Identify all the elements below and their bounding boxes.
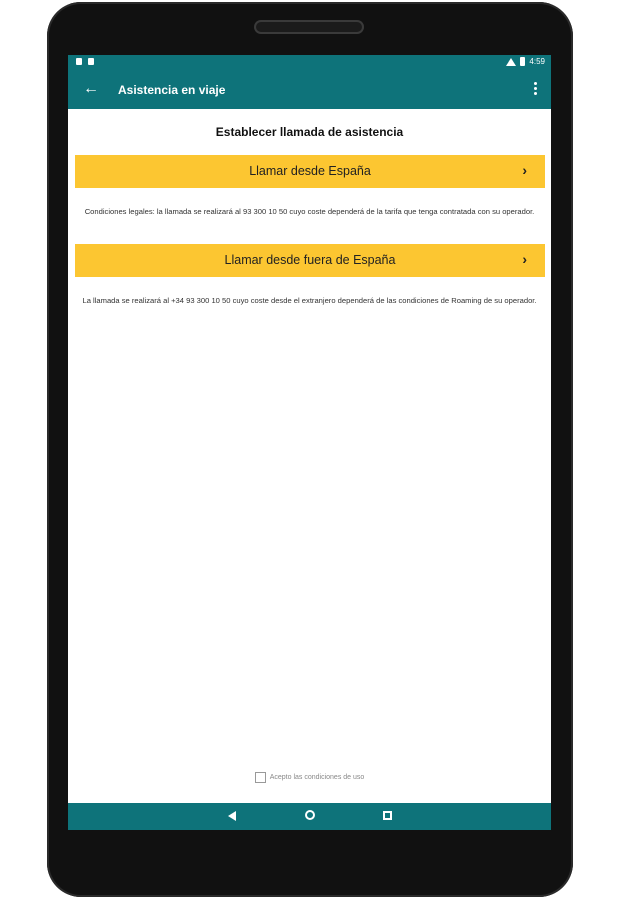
accept-terms-checkbox[interactable] xyxy=(255,772,266,783)
call-from-abroad-label: Llamar desde fuera de España xyxy=(224,253,396,267)
accept-terms-label[interactable]: Acepto las condiciones de uso xyxy=(269,774,365,781)
wifi-icon xyxy=(506,58,516,66)
navigation-bar xyxy=(68,803,551,830)
nav-back-icon[interactable] xyxy=(228,811,236,821)
chevron-right-icon: › xyxy=(522,162,527,178)
back-arrow-icon[interactable]: ← xyxy=(83,80,99,97)
notification-icon xyxy=(76,58,82,65)
page-heading: Establecer llamada de asistencia xyxy=(215,125,404,139)
accept-terms-row xyxy=(68,772,551,783)
notification-icon xyxy=(88,58,94,65)
status-time: 4:59 xyxy=(529,57,545,66)
app-bar xyxy=(68,72,551,109)
chevron-right-icon: › xyxy=(522,251,527,267)
legal-conditions-spain: Condiciones legales: la llamada se realizará al 93 300 10 50 cuyo coste dependerá de la tarifa que tenga contratada con su operador. xyxy=(84,207,535,216)
status-bar xyxy=(68,55,551,72)
screen xyxy=(68,55,551,830)
battery-icon xyxy=(520,57,525,66)
app-title: Asistencia en viaje xyxy=(118,83,226,97)
call-from-spain-button[interactable] xyxy=(75,155,545,188)
call-from-spain-label: Llamar desde España xyxy=(249,164,371,178)
status-notifications xyxy=(76,58,94,65)
device-speaker xyxy=(254,20,364,34)
nav-home-icon[interactable] xyxy=(305,810,315,820)
nav-recent-apps-icon[interactable] xyxy=(383,811,392,820)
status-indicators xyxy=(506,57,545,66)
call-from-abroad-button[interactable] xyxy=(75,244,545,277)
legal-conditions-abroad: La llamada se realizará al +34 93 300 10 50 cuyo coste desde el extranjero dependerá de las condiciones de Roaming de su operador. xyxy=(82,296,537,305)
overflow-menu-icon[interactable] xyxy=(534,82,537,95)
